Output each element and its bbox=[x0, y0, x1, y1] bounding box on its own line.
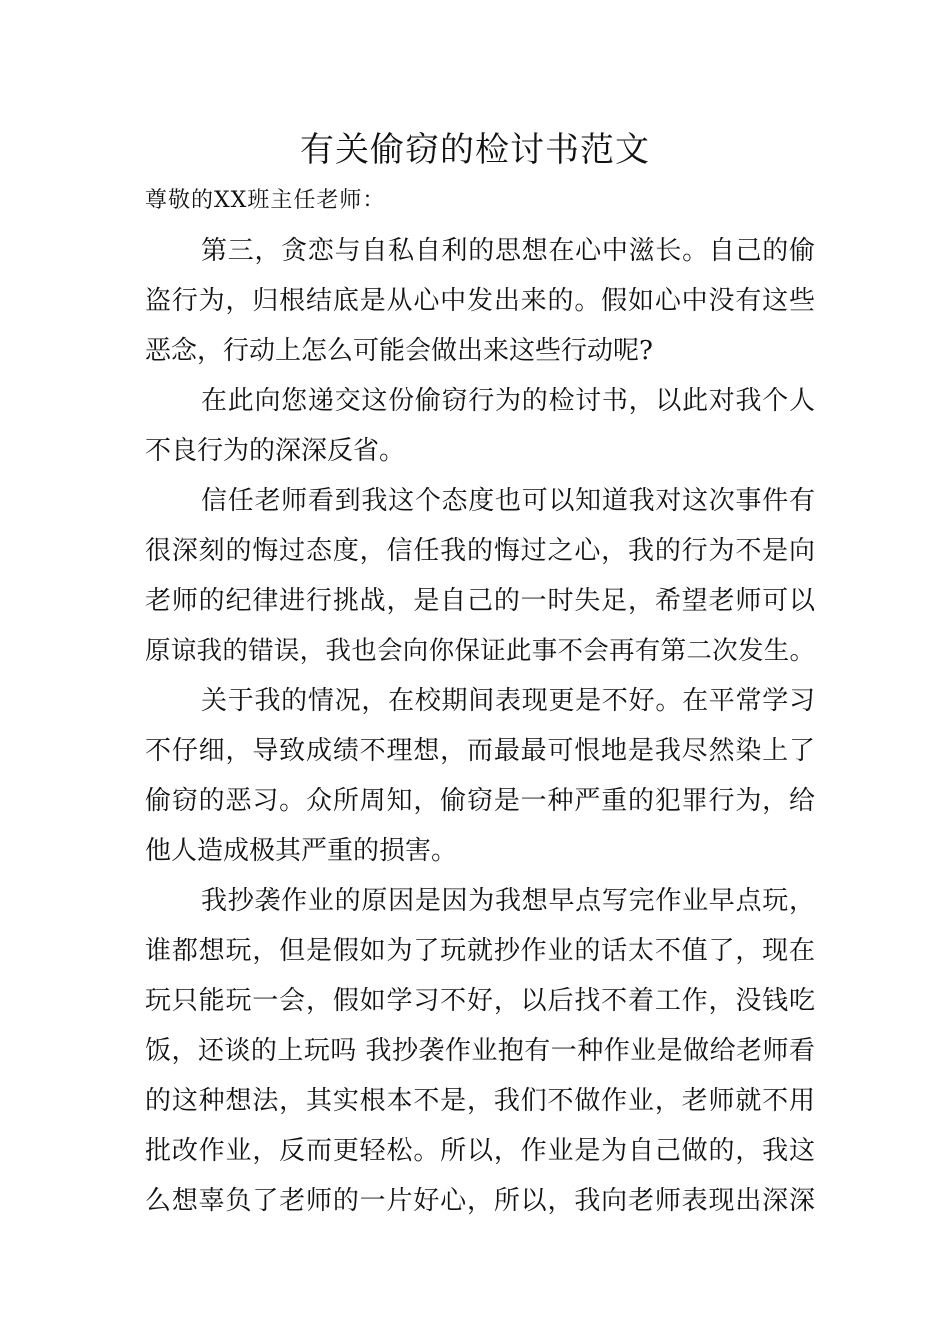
text-line: 玩只能玩一会，假如学习不好，以后找不着工作，没钱吃 bbox=[145, 986, 815, 1016]
text-line: 在此向您递交这份偷窃行为的检讨书，以此对我个人 bbox=[201, 386, 815, 416]
text-line: 老师的纪律进行挑战，是自己的一时失足，希望老师可以 bbox=[145, 586, 815, 616]
salutation: 尊敬的XX班主任老师： bbox=[145, 188, 386, 213]
text-line: 么想辜负了老师的一片好心，所以，我向老师表现出深深 bbox=[145, 1186, 815, 1216]
text-line: 批改作业，反而更轻松。所以，作业是为自己做的，我这 bbox=[145, 1136, 815, 1166]
paragraph-4 bbox=[145, 676, 815, 876]
paragraph-2 bbox=[145, 376, 815, 476]
text-line: 饭，还谈的上玩吗 我抄袭作业抱有一种作业是做给老师看 bbox=[145, 1036, 815, 1066]
text-line: 不良行为的深深反省。 bbox=[145, 436, 406, 466]
text-line: 谁都想玩，但是假如为了玩就抄作业的话太不值了，现在 bbox=[145, 936, 815, 966]
paragraph-3 bbox=[145, 476, 815, 676]
document-body bbox=[145, 176, 815, 1226]
text-line: 信任老师看到我这个态度也可以知道我对这次事件有 bbox=[201, 486, 815, 516]
text-line: 第三，贪恋与自私自利的思想在心中滋长。自己的偷 bbox=[201, 236, 815, 266]
text-line: 我抄袭作业的原因是因为我想早点写完作业早点玩， bbox=[201, 886, 815, 916]
paragraph-1 bbox=[145, 226, 815, 376]
text-line: 恶念，行动上怎么可能会做出来这些行动呢? bbox=[145, 336, 653, 366]
text-line: 不仔细，导致成绩不理想，而最最可恨地是我尽然染上了 bbox=[145, 736, 815, 766]
text-line: 很深刻的悔过态度，信任我的悔过之心，我的行为不是向 bbox=[145, 536, 815, 566]
paragraph-5 bbox=[145, 876, 815, 1226]
text-line: 偷窃的恶习。众所周知，偷窃是一种严重的犯罪行为，给 bbox=[145, 786, 815, 816]
document-title: 有关偷窃的检讨书范文 bbox=[300, 130, 650, 170]
text-line: 盗行为，归根结底是从心中发出来的。假如心中没有这些 bbox=[145, 286, 815, 316]
text-line: 他人造成极其严重的损害。 bbox=[145, 836, 458, 866]
text-line: 关于我的情况，在校期间表现更是不好。在平常学习 bbox=[201, 686, 815, 716]
text-line: 的这种想法，其实根本不是，我们不做作业，老师就不用 bbox=[145, 1086, 815, 1116]
text-line: 原谅我的错误，我也会向你保证此事不会再有第二次发生。 bbox=[145, 636, 815, 666]
